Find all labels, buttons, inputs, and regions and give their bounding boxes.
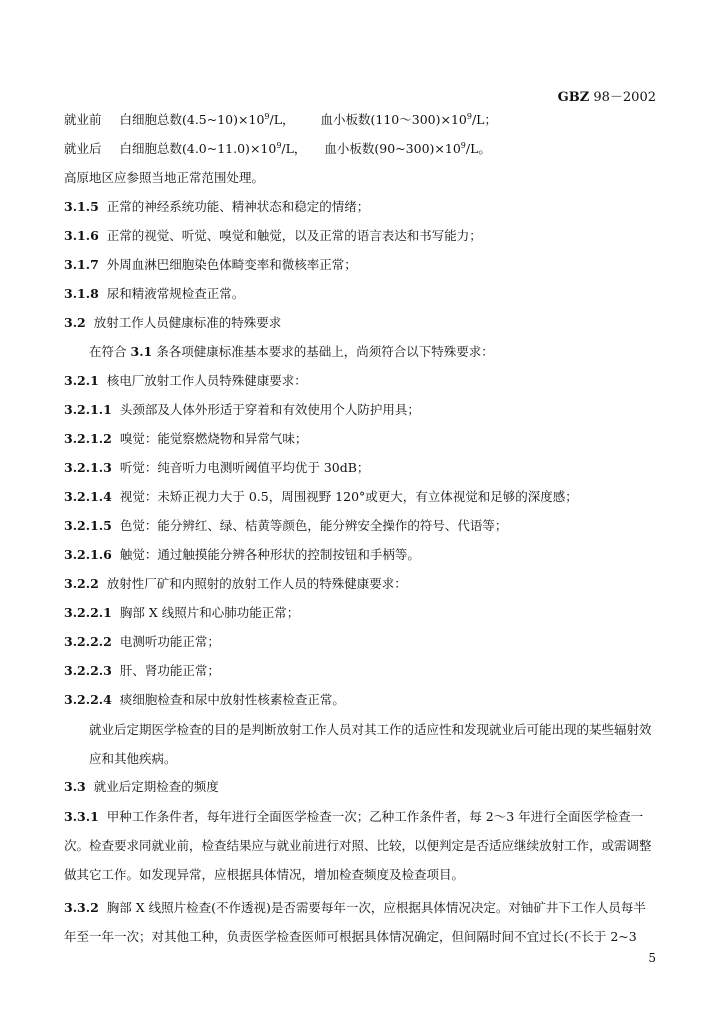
post-wbc: 白细胞总数$(4.0\sim 11.0)\times 10^9/L$， — [119, 141, 307, 156]
document-body — [64, 112, 658, 951]
clause-reference: 3.1 — [130, 344, 153, 359]
clause-3-2-1-3: 3.2.1.3 听觉：纯音听力电测听阈值平均优于 30dB； — [64, 460, 370, 475]
clause-3-1-5: 3.1.5 正常的神经系统功能、精神状态和稳定的情绪； — [64, 199, 370, 214]
clause-3-2-1: 3.2.1 核电厂放射工作人员特殊健康要求： — [64, 373, 307, 388]
clause-3-2-2-2: 3.2.2.2 电测听功能正常； — [64, 634, 220, 649]
section-3-3-heading: 3.3 就业后定期检查的频度 — [64, 779, 219, 794]
clause-3-2-2: 3.2.2 放射性厂矿和内照射的放射工作人员的特殊健康要求： — [64, 576, 407, 591]
clause-3-2-1-4: 3.2.1.4 视觉：未矫正视力大于 0.5，周围视野 120°或更大，有立体视觉和足够的深度感； — [64, 489, 578, 504]
clause-3-2-2-1: 3.2.2.1 胸部 X 线照片和心肺功能正常； — [64, 605, 300, 620]
section-3-2-intro: 在符合 3.1 条各项健康标准基本要求的基础上，尚须符合以下特殊要求： — [89, 344, 494, 359]
pre-wbc: 白细胞总数$(4.5\sim 10)\times 10^9/L$， — [119, 112, 295, 127]
section-3-2-heading: 3.2 放射工作人员健康标准的特殊要求 — [64, 315, 282, 330]
clause-3-1-7: 3.1.7 外周血淋巴细胞染色体畸变率和微核率正常； — [64, 257, 357, 272]
clause-3-3-2: 3.3.2 胸部 X 线照片检查(不作透视)是否需要每年一次，应根据具体情况决定。对铀矿井下工作人员每半年至一年一次；对其他工种，负责医学检查医师可根据具体情况确定，但间隔时间不宜过长(不长于 2~3 — [64, 900, 646, 944]
page-number: 5 — [648, 951, 656, 965]
standard-number: 98－2002 — [593, 90, 656, 105]
clause-3-2-1-6: 3.2.1.6 触觉：通过触摸能分辨各种形状的控制按钮和手柄等。 — [64, 547, 420, 562]
post-employment-label: 就业后 — [64, 141, 102, 156]
plateau-note: 高原地区应参照当地正常范围处理。 — [64, 170, 265, 185]
post-platelet: 血小板数$(90\sim 300)\times 10^9/L$。 — [324, 141, 491, 156]
clause-3-2-1-5: 3.2.1.5 色觉：能分辨红、绿、桔黄等颜色，能分辨安全操作的符号、代语等； — [64, 518, 508, 533]
pre-platelet: 血小板数$(110\sim 300)\times 10^9/L$； — [320, 112, 497, 127]
standard-code: GBZ — [557, 90, 590, 105]
clause-3-2-1-2: 3.2.1.2 嗅觉：能觉察燃烧物和异常气味； — [64, 431, 308, 446]
clause-3-2-2-4: 3.2.2.4 痰细胞检查和尿中放射性核素检查正常。 — [64, 692, 345, 707]
purpose-paragraph: 就业后定期医学检查的目的是判断放射工作人员对其工作的适应性和发现就业后可能出现的某些辐射效应和其他疾病。 — [89, 722, 652, 766]
clause-3-1-8: 3.1.8 尿和精液常规检查正常。 — [64, 286, 245, 301]
pre-employment-label: 就业前 — [64, 112, 102, 127]
blood-pre-employment — [64, 112, 658, 128]
blood-post-employment — [64, 141, 658, 157]
clause-3-1-6: 3.1.6 正常的视觉、听觉、嗅觉和触觉，以及正常的语言表达和书写能力； — [64, 228, 482, 243]
document-code-header — [558, 86, 656, 105]
clause-3-2-2-3: 3.2.2.3 肝、肾功能正常； — [64, 663, 220, 678]
clause-3-2-1-1: 3.2.1.1 头颈部及人体外形适于穿着和有效使用个人防护用具； — [64, 402, 420, 417]
clause-3-3-1: 3.3.1 甲种工作条件者，每年进行全面医学检查一次；乙种工作条件者，每 2～3 年进行全面医学检查一次。检查要求同就业前，检查结果应与就业前进行对照、比较，以便判定是否适应继续放射工作，或需调整做其它工作。如发现异常，应根据具体情况，增加检查频度及检查项目。 — [64, 809, 652, 882]
